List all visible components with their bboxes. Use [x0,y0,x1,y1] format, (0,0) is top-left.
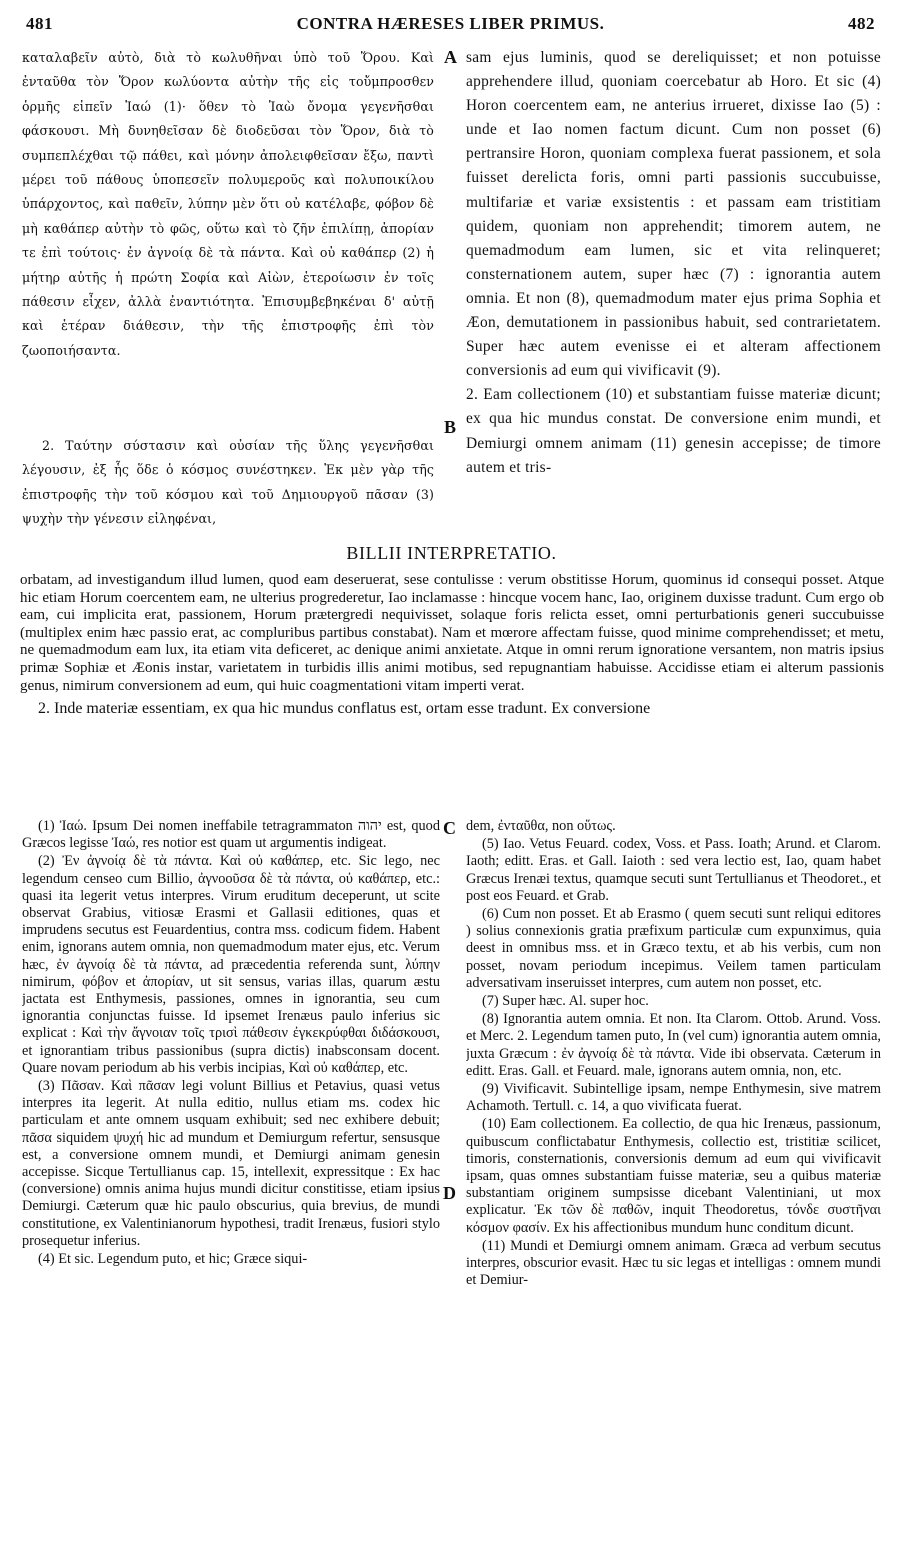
footnote-left: (1) Ἰαώ. Ipsum Dei nomen ineffabile tetragrammaton יהוה est, quod Græcos legisse Ἰαώ, res notior est quam ut argumentis indigeat. [22,818,440,852]
footnote-left: (2) Ἐν ἀγνοίᾳ δὲ τὰ πάντα. Καὶ οὐ καθάπερ, etc. Sic lego, nec legendum censeo cum Billio, ἀγνοοῦσα δὲ τὰ πάντα, οὐ καθάπερ, etc.: quasi ita legerit vetus interpres. Virum eruditum deceperunt, ut scite observat Grabius, vitiosæ Erasmi et Gallasii editiones, quas et imprudens secutus est Feuardentius, contra mss. codicum fidem. Habent enim, ignorans autem omnia, non quemadmodum mater ejus, etc. Verum hæc, ἐν ἀγνοίᾳ δὲ τὰ πάντα, ad præcedentia referenda sunt, λύπην nimirum, φόβον et ἀπορίαν, ut sit sensus, varias illas, quarum æstu jactata est Enthymesis, passiones, omnes in ignorantia, seu cum ignorantia conjunctas fuisse. Id ipsemet Irenæus paulo inferius sic explicat : Καὶ τὴν ἄγνοιαν τοῖς τρισὶ πάθεσιν ἐγκεκρύφθαι διδάσκουσι, et ignorantiam tribus passionibus (supra dictis) inabsconsam docent. Quare novam periodum ab his verbis incipias, Καὶ οὐ καθάπερ, etc. [22,853,440,1076]
latin-paragraph-2: 2. Eam collectionem (10) et substantiam fuisse materiæ dicunt; ex qua hic mundus constat. De conversione enim mundi, et Demiurgi omnem animam (11) genesin accepisse; de timore autem et tris- [466,386,881,476]
margin-marker-b: B [444,417,457,437]
footnote-right: (9) Vivificavit. Subintellige ipsam, nempe Enthymesin, sive matrem Achamoth. Tertull. c. 14, a quo vivificata fuerat. [466,1081,881,1115]
margin-marker-c: C [443,818,456,838]
margin-marker-a: A [444,47,457,67]
latin-paragraph-1: sam ejus luminis, quod se dereliquisset; et non potuisse apprehendere illud, quoniam coercebatur ab Horo. Et sic (4) Horon coercentem eam, ne anterius irrueret, dixisse Iao (5) : unde et Iao nomen factum dicunt. Cum non posset (6) pertransire Horon, quoniam complexa fuerat passionem, et sola fuisset derelicta foris, omni parti passionis succubuisse, multifariæ et variæ exsistentis : et passam eam tristitiam quidem, quoniam non apprehendit; timorem autem, ne quemadmodum eam lumen, sic et vita relinqueret; consternationem autem, super hæc (7) : ignorantia autem omnia. Et non (8), quemadmodum mater ejus prima Sophia et Æon, demutationem in passionibus habuit, sed contrarietatem. Super hæc autem evenisse ei et alteram affectionem conversionis ad eum qui vivificavit (9). [466,49,881,380]
running-title: CONTRA HÆRESES LIBER PRIMUS. [296,14,605,33]
greek-column [22,46,434,536]
footnote-right: (5) Iao. Vetus Feuard. codex, Voss. et Pass. Ioath; Arund. et Clarom. Iaoth; editt. Eras. et Gall. Iaioth : sed vera lectio est, Iao, quam habet Græcus Irenæi textus, quamque secuti sunt Tertullianus et Theodoret., et post eos Feuard. et Grab. [466,836,881,904]
greek-paragraph-1: καταλαβεῖν αὐτὸ, διὰ τὸ κωλυθῆναι ὑπὸ τοῦ Ὅρου. Καὶ ἐνταῦθα τὸν Ὅρον κωλύοντα αὐτὴν τῆς εἰς τοὔμπροσθεν ὁρμῆς εἰπεῖν Ἰαώ (1)· ὅθεν τὸ Ἰαὼ ὄνομα γεγενῆσθαι φάσκουσι. Μὴ δυνηθεῖσαν δὲ διοδεῦσαι τὸν Ὅρον, διὰ τὸ συμπεπλέχθαι τῷ πάθει, καὶ μόνην ἀπολειφθεῖσαν ἔξω, παντὶ μέρει τοῦ πάθους ὑποπεσεῖν πολυμεροῦς καὶ πολυποικίλου ὑπάρχοντος, καὶ παθεῖν, λύπην μὲν ὅτι οὐ κατέλαβε, φόβον δὲ μὴ καθάπερ αὐτὴν τὸ φῶς, οὕτω καὶ τὸ ζῆν ἐπιλίπῃ, ἀπορίαν τε ἐπὶ τούτοις· ἐν ἀγνοίᾳ δὲ τὰ πάντα. Καὶ οὐ καθάπερ (2) ἡ μήτηρ αὐτῆς ἡ πρώτη Σοφία καὶ Αἰὼν, ἑτεροίωσιν ἐν τοῖς πάθεσιν εἶχεν, ἀλλὰ ἐναντιότητα. Ἐπισυμβεβηκέναι δ' αὐτῇ καὶ ἑτέραν διάθεσιν, τὴν τῆς ἐπιστροφῆς ἐπὶ τὸν ζωοποιήσαντα. [22,50,434,358]
billii-heading: BILLII INTERPRETATIO. [346,543,557,563]
footnotes-left [22,818,440,1538]
footnote-right: (6) Cum non posset. Et ab Erasmo ( quem secuti sunt reliqui editores ) solius connexionis gratia præfixum particulæ cum expunximus, quia deest in omnibus mss. et in Græco textu, et ab his verbis, cum non posset, novam periodum incepimus. Veilem tamen particulam adversativam inseruisset interpres, cum autem non posset, etc. [466,906,881,991]
billii-paragraph-1: orbatam, ad investigandum illud lumen, quod eam deseruerat, sese contulisse : verum obstitisse Horum, quominus id consequi posset. Atque hic etiam Horum coercentem eam, ne ulterius progrederetur, Iao inclamasse : hincque vocem hanc, Iao, originem duxisse tradunt. Cum ergo ob eam, cui implicita erat, passionem, Horum prætergredi nequivisset, solaque foris relicta esset, omni perturbationis generi succubuisse (multiplex enim hæc passio erat, ac compluribus partibus constabat). Nam et mœrore affectam fuisse, quod minime comprehendisset; et metu, ne quemadmodum eam lux, ita etiam vita deficeret, ac denique animi anxietate. Atque in omni rerum ignoratione versantem, non matris ipsius primæ Sophiæ et Æonis instar, varietatem in turbidis illis animi motibus, sed repugnantiam habuisse. Accidisse etiam ei alterum passionis genus, nimirum conversionem ad eum, qui huic coagmentationi vitam imperti verat. [20,572,884,694]
billii-interpretatio [20,572,884,797]
page-number-left: 481 [26,14,53,33]
footnote-right: (10) Eam collectionem. Ea collectio, de qua hic Irenæus, passionum, quibuscum conflictabatur Enthymesis, collectio est, tristitiæ scilicet, timoris, consternationis, conversionis demum ad eum qui vivificavit ipsam, quas omnes substantiam fuisse materiæ, seu a quibus materiæ substantiam originem sumpsisse dicebant Valentiniani, ut mox explicatur. Ἐκ τῶν δὲ παθῶν, inquit Theodoretus, τόνδε συστῆναι κόσμον φασίν. Ex his affectionibus mundum hunc conditum dicunt. [466,1116,881,1236]
footnote-left: (4) Et sic. Legendum puto, et hic; Græce siqui- [38,1251,308,1268]
footnotes-right [466,818,881,1538]
margin-marker-d: D [443,1183,456,1203]
footnote-right: dem, ἐνταῦθα, non οὕτως. [466,818,616,834]
footnote-right: (11) Mundi et Demiurgi omnem animam. Græca ad verbum secutus interpres, obscurior evasit. Hæc tu sic legas et intelligas : omnem mundi et Demiur- [466,1237,881,1289]
footnote-right: (7) Super hæc. Al. super hoc. [482,993,649,1010]
latin-column [466,46,881,538]
footnote-left: (3) Πᾶσαν. Καὶ πᾶσαν legi volunt Billius et Petavius, quasi vetus interpres ita legerit. At nulla editio, nullus etiam ms. codex hic particulam et ante omnem usquam exhibuit; sed nec exhibere debuit; πᾶσα siquidem ψυχή hic ad mundum et Demiurgum refertur, sensusque est, a conversione omnem mundi, et Demiurgi animam genesin accepisse. Sicque Tertullianus cap. 15, intellexit, expressitque : Ex hac (conversione) omnis anima hujus mundi dicitur constitisse, etiam ipsius Demiurgi. Cæterum quæ hic paulo obscurius, quia brevius, de mundi constitutione, ex Valentinianorum hypothesi, tradit Irenæus, fusiori stylo prosequetur inferius. [22,1078,440,1249]
page-number-right: 482 [848,14,875,33]
greek-paragraph-2: 2. Ταύτην σύστασιν καὶ οὐσίαν τῆς ὕλης γεγενῆσθαι λέγουσιν, ἐξ ἧς ὅδε ὁ κόσμος συνέστηκεν. Ἐκ μὲν γὰρ τῆς ἐπιστροφῆς τὴν τοῦ κόσμου καὶ τοῦ Δημιουργοῦ πᾶσαν (3) ψυχὴν τὴν γένεσιν εἰληφέναι, [22,438,434,527]
running-header [26,10,875,38]
footnote-right: (8) Ignorantia autem omnia. Et non. Ita Clarom. Ottob. Arund. Voss. et Merc. 2. Legendum tamen puto, In (vel cum) ignorantia autem omnia, juxta Græcum : ἐν ἀγνοίᾳ δὲ τὰ πάντα. Vide ibi observata. Cæterum in editt. Eras. Gall. et Feuard. male, ignorans autem omnia, non, etc. [466,1011,881,1079]
billii-paragraph-2: 2. Inde materiæ essentiam, ex qua hic mundus conflatus est, ortam esse tradunt. Ex conversione [38,700,651,718]
